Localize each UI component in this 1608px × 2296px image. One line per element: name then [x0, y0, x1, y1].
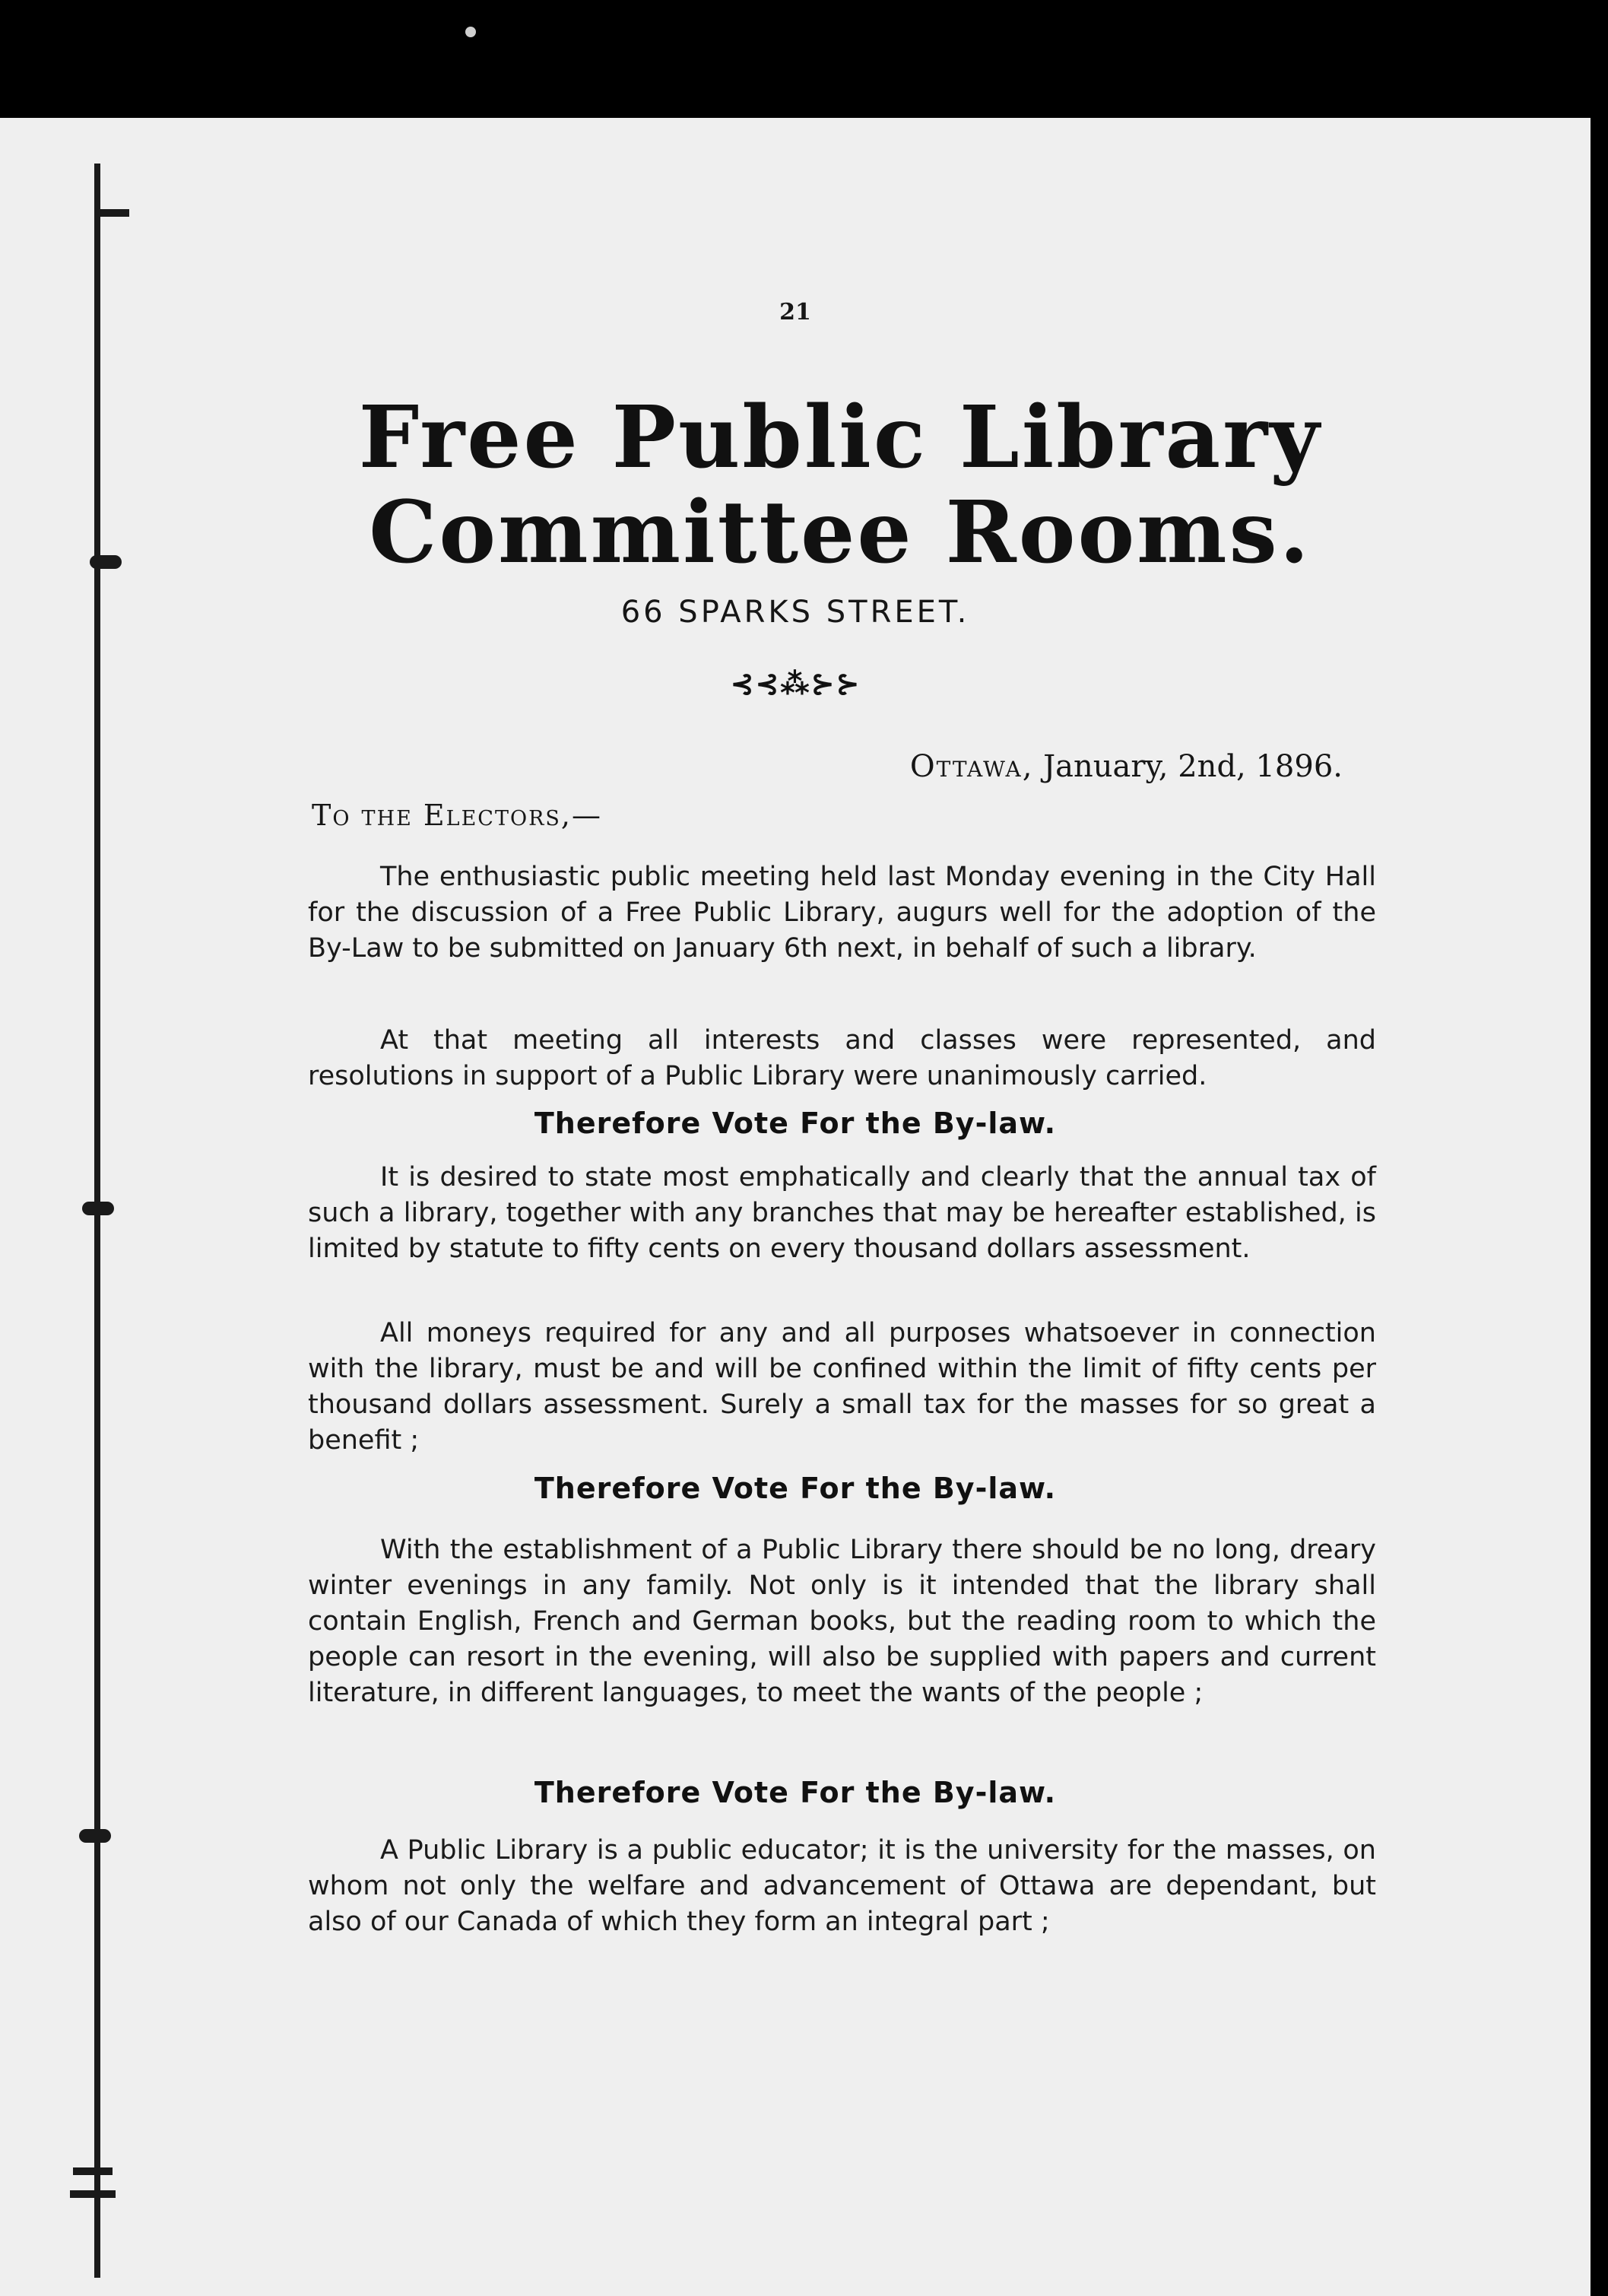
binding-edge — [94, 164, 100, 2278]
salutation: To the Electors,— — [312, 799, 602, 832]
dateline — [760, 749, 1343, 784]
title-line-2: Committee Rooms. — [369, 483, 1311, 583]
binding-tick — [70, 2190, 116, 2198]
dateline-date: January, 2nd, 1896. — [1043, 749, 1343, 784]
page-number: 21 — [779, 299, 811, 326]
refrain: Therefore Vote For the By-law. — [534, 1776, 1057, 1809]
paragraph: With the establishment of a Public Library there should be no long, dreary winter evenings in any family. Not only is it intended that the library shall contain English, French and German books, but the reading room to which the people can resort in the evening, will also be supplied with papers and current literature, in different languages, to meet the wants of the people ; — [308, 1535, 1376, 1708]
refrain: Therefore Vote For the By-law. — [534, 1472, 1057, 1505]
address: 66 SPARKS STREET. — [620, 595, 970, 630]
binding-mark — [82, 1202, 114, 1215]
paragraph: A Public Library is a public educator; it is the university for the masses, on whom not only the welfare and advancement of Ottawa are dependant, but also of our Canada of which they form an integral part ; — [308, 1835, 1376, 1937]
paragraph: It is desired to state most emphatically and clearly that the annual tax of such a library, together with any branches that may be hereafter established, is limited by statute to fifty cents on every thousand dollars assessment. — [308, 1162, 1376, 1264]
document-page — [0, 118, 1591, 2296]
binding-mark — [79, 1829, 111, 1843]
paragraph: At that meeting all interests and classes were represented, and resolutions in support of a Public Library were unanimously carried. — [308, 1025, 1376, 1091]
paragraph: The enthusiastic public meeting held last Monday evening in the City Hall for the discussion of a Free Public Library, augurs well for the adoption of the By-Law to be submitted on January 6th next, in behalf of such a library. — [308, 862, 1376, 964]
title-line-1: Free Public Library — [358, 388, 1322, 487]
paper-speck — [465, 27, 476, 37]
paragraph: All moneys required for any and all purposes whatsoever in connection with the library, must be and will be confined within the limit of fifty cents per thousand dollars assessment. Surely a small tax for the masses for so great a benefit ; — [308, 1318, 1376, 1456]
binding-tick — [73, 2167, 113, 2175]
binding-tick — [94, 209, 129, 217]
binding-mark — [90, 555, 122, 569]
ornament-divider: ⊰⊰⁂⊱⊱ — [730, 667, 861, 700]
refrain: Therefore Vote For the By-law. — [534, 1107, 1057, 1140]
dateline-place: Ottawa, — [909, 749, 1034, 784]
